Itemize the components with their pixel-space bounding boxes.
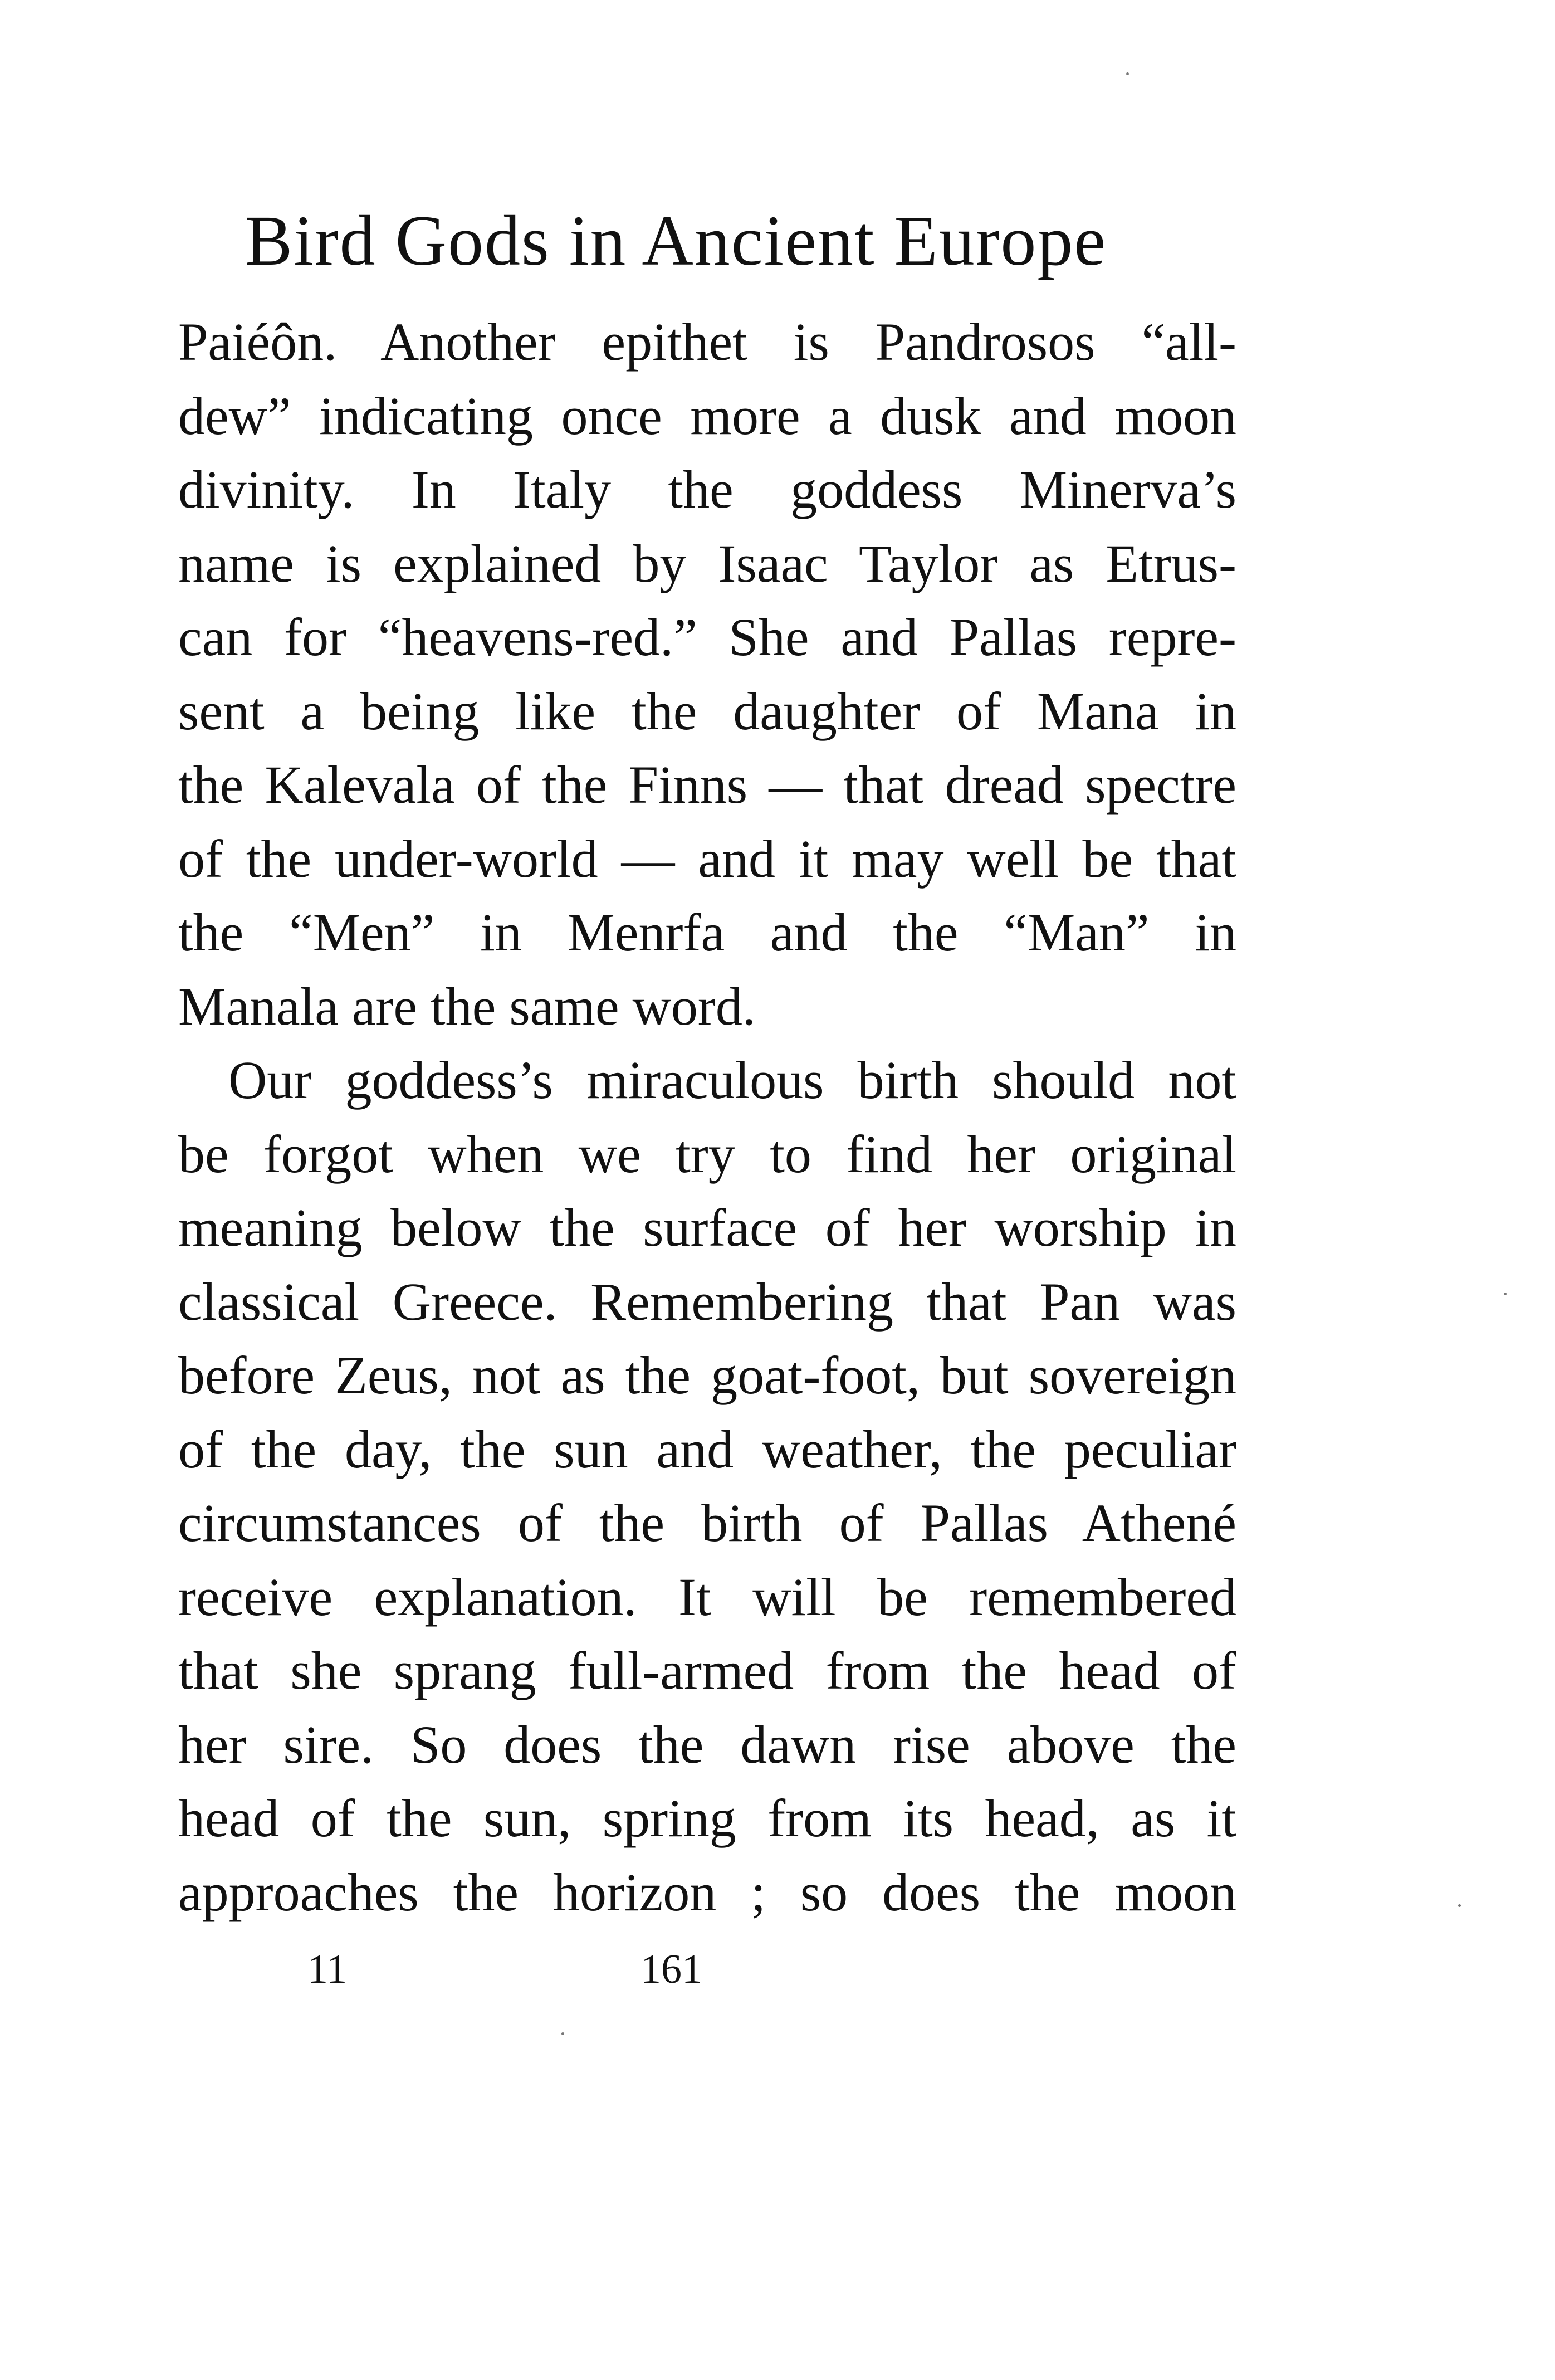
text-line: the “Men” in Menrfa and the “Man” in [178, 903, 1236, 962]
text-line: before Zeus, not as the goat-foot, but sovereign [178, 1345, 1236, 1405]
text-line: approaches the horizon ; so does the moon [178, 1862, 1236, 1922]
page-number: 161 [640, 1947, 702, 1992]
text-line: classical Greece. Remembering that Pan was [178, 1271, 1236, 1332]
text-line: name is explained by Isaac Taylor as Etrus- [178, 533, 1236, 593]
paragraph [178, 1043, 1236, 1929]
text-line: of the day, the sun and weather, the peculiar [178, 1419, 1236, 1479]
signature-mark: 11 [307, 1947, 348, 1992]
text-line: Our goddess’s miraculous birth should not [228, 1050, 1236, 1110]
scan-speck [1458, 1904, 1461, 1907]
text-line: dew” indicating once more a dusk and moon [178, 386, 1236, 446]
scan-speck [1504, 1293, 1507, 1295]
text-line: sent a being like the daughter of Mana in [178, 681, 1236, 741]
text-line: receive explanation. It will be remembered [178, 1567, 1236, 1627]
text-line: divinity. In Italy the goddess Minerva’s [178, 460, 1236, 519]
text-line: her sire. So does the dawn rise above the [178, 1714, 1236, 1774]
text-line: be forgot when we try to find her original [178, 1124, 1236, 1184]
text-line: head of the sun, spring from its head, as it [178, 1788, 1236, 1848]
text-line: circumstances of the birth of Pallas Athené [178, 1493, 1236, 1553]
text-line: Paiéôn. Another epithet is Pandrosos “all- [178, 312, 1236, 372]
scan-speck [561, 2032, 564, 2035]
text-line: the Kalevala of the Finns — that dread spectre [178, 755, 1236, 815]
running-head: Bird Gods in Ancient Europe [245, 201, 1107, 280]
text-line: meaning below the surface of her worship in [178, 1198, 1236, 1257]
text-line: that she sprang full-armed from the head of [178, 1641, 1236, 1700]
scan-speck [1126, 72, 1129, 75]
paragraph [178, 305, 1236, 1043]
text-line: can for “heavens-red.” She and Pallas repre- [178, 607, 1236, 667]
page-footer [0, 1936, 1555, 2003]
text-line: of the under-world — and it may well be that [178, 828, 1236, 889]
text-line: Manala are the same word. [178, 976, 756, 1036]
body-text [178, 305, 1236, 1929]
